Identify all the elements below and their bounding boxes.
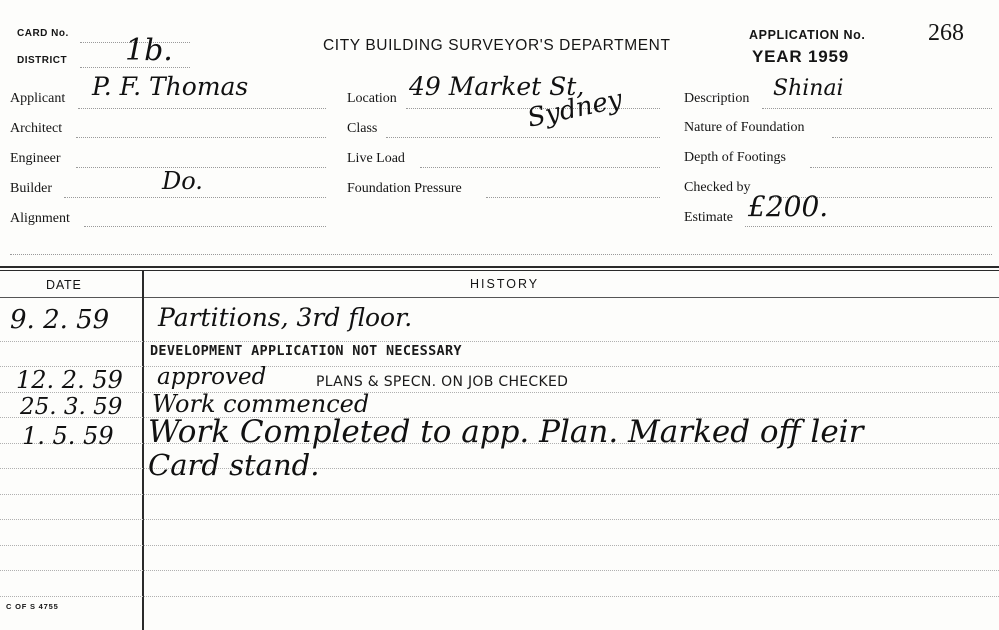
history-date: 1. 5. 59: [22, 422, 114, 450]
history-note: Work Completed to app. Plan. Marked off leir: [148, 414, 864, 450]
depth-of-footings-line: [810, 167, 992, 168]
history-column-header: HISTORY: [470, 277, 540, 291]
date-column-divider: [142, 271, 144, 630]
nature-of-foundation-label: Nature of Foundation: [684, 120, 805, 135]
history-note: Card stand.: [148, 448, 320, 482]
engineer-label: Engineer: [10, 151, 61, 166]
location-value: 49 Market St,: [409, 72, 585, 101]
architect-label: Architect: [10, 121, 63, 136]
applicant-line: [78, 108, 326, 109]
date-column-header: DATE: [46, 278, 82, 292]
history-date: 9. 2. 59: [10, 305, 110, 335]
header-underline: [0, 297, 999, 298]
history-rule: [0, 494, 999, 495]
district-value: 1b.: [125, 33, 173, 68]
year-label: YEAR 1959: [752, 47, 849, 66]
fields-blank-line: [10, 254, 992, 255]
builder-line: [64, 197, 326, 198]
builder-label: Builder: [10, 181, 52, 196]
nature-of-foundation-line: [832, 137, 992, 138]
history-rule: [0, 596, 999, 597]
alignment-line: [84, 226, 326, 227]
depth-of-footings-label: Depth of Footings: [684, 150, 786, 165]
location-label: Location: [347, 91, 397, 106]
description-label: Description: [684, 91, 750, 106]
card-no-label: CARD No.: [17, 28, 69, 39]
history-rule: [0, 341, 999, 342]
application-number: 268: [928, 20, 964, 46]
architect-line: [76, 137, 326, 138]
description-line: [762, 108, 992, 109]
checked-by-label: Checked by: [684, 180, 751, 195]
class-line: [386, 137, 660, 138]
applicant-label: Applicant: [10, 91, 66, 106]
foundation-pressure-label: Foundation Pressure: [347, 181, 462, 196]
class-value: Sydney: [524, 84, 625, 134]
live-load-line: [420, 167, 660, 168]
history-stamp: PLANS & SPECN. ON JOB CHECKED: [316, 374, 569, 390]
section-divider: [0, 266, 999, 268]
history-rule: [0, 519, 999, 520]
estimate-value: £200.: [748, 190, 829, 223]
application-no-label: APPLICATION No.: [749, 28, 866, 42]
section-divider-thin: [0, 270, 999, 271]
description-value: Shinai: [773, 76, 844, 101]
history-rule: [0, 545, 999, 546]
class-label: Class: [347, 121, 378, 136]
form-code: C OF S 4755: [6, 602, 59, 611]
history-note: Partitions, 3rd floor.: [158, 303, 413, 332]
builder-value: Do.: [162, 167, 203, 195]
alignment-label: Alignment: [10, 211, 70, 226]
history-rule: [0, 392, 999, 393]
history-note: approved: [157, 364, 267, 390]
history-date: 25. 3. 59: [20, 394, 123, 420]
history-date: 12. 2. 59: [16, 366, 123, 394]
foundation-pressure-line: [486, 197, 660, 198]
district-label: DISTRICT: [17, 55, 68, 66]
department-title: CITY BUILDING SURVEYOR'S DEPARTMENT: [323, 37, 671, 54]
estimate-label: Estimate: [684, 210, 733, 225]
applicant-value: P. F. Thomas: [92, 72, 249, 101]
history-note: Work commenced: [152, 390, 370, 418]
history-stamp: DEVELOPMENT APPLICATION NOT NECESSARY: [150, 343, 462, 359]
live-load-label: Live Load: [347, 151, 405, 166]
history-rule: [0, 366, 999, 367]
history-rule: [0, 570, 999, 571]
estimate-line: [745, 226, 992, 227]
